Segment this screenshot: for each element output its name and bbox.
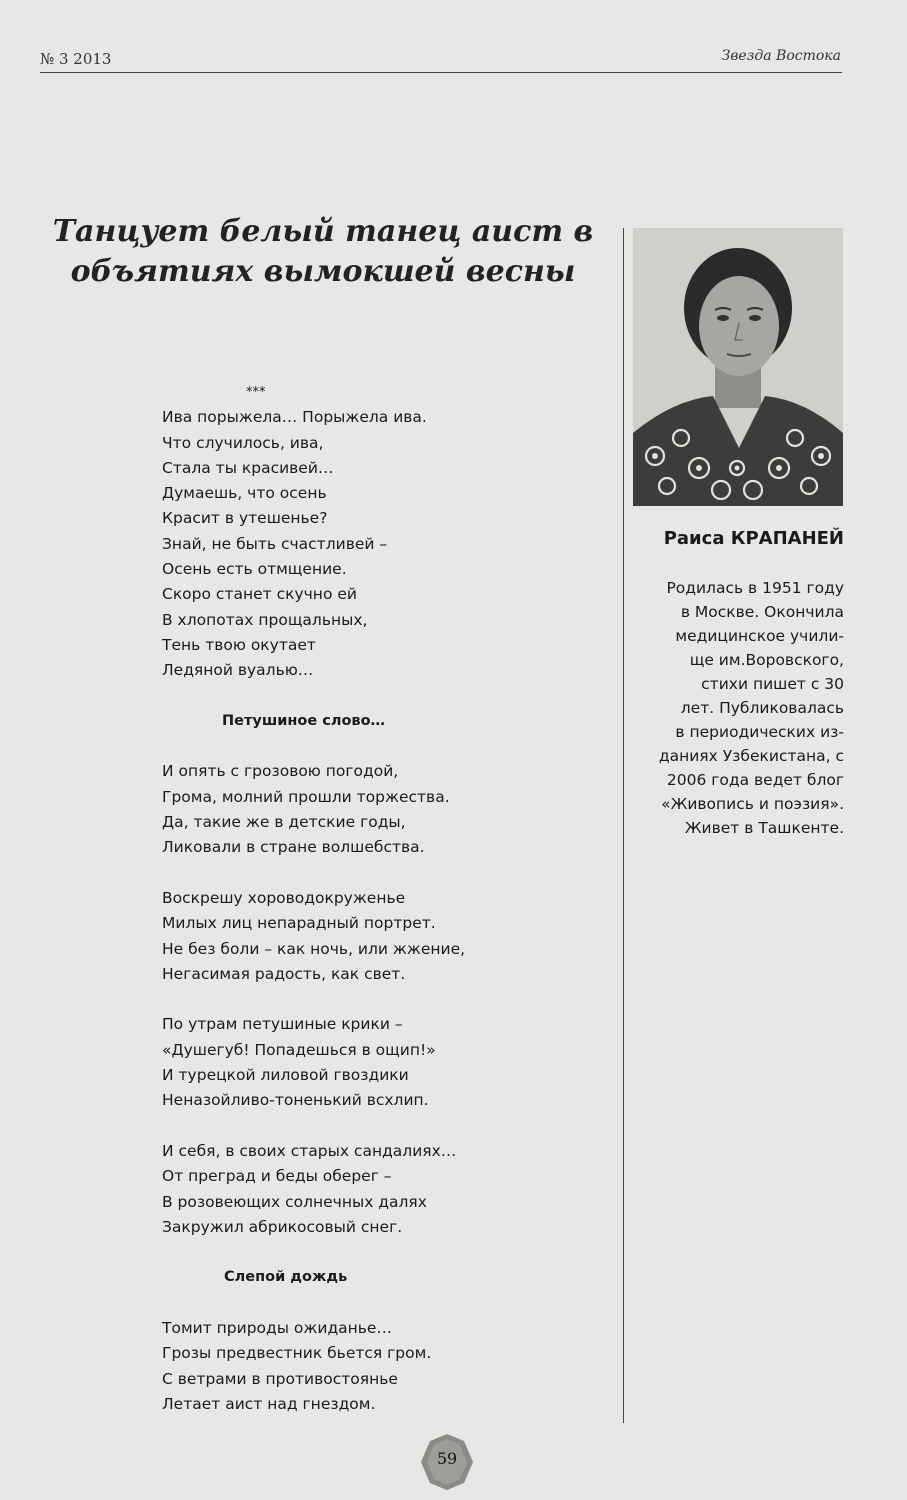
journal-name: Звезда Востока [721, 48, 841, 64]
poem-subtitle: Петушиное слово… [222, 712, 386, 729]
poem-line: Скоро станет скучно ей [162, 585, 357, 604]
bio-line: ще им.Воровского, [689, 651, 844, 669]
poem-line: Грома, молний прошли торжества. [162, 787, 450, 806]
poem-line: Не без боли – как ночь, или жжение, [162, 939, 466, 958]
poem-line: С ветрами в противостоянье [162, 1369, 398, 1388]
poem-line: Да, такие же в детские годы, [162, 813, 406, 832]
bio-line: стихи пишет с 30 [701, 675, 844, 693]
poem-line: От преград и беды оберег – [162, 1167, 392, 1186]
poem-line: Красит в утешенье? [162, 509, 328, 528]
author-photo [633, 228, 843, 506]
poem-line: Ива порыжела… Порыжела ива. [162, 408, 427, 427]
bio-line: в Москве. Окончила [680, 603, 844, 621]
bio-line: даниях Узбекистана, с [658, 747, 844, 765]
poem-line: Негасимая радость, как свет. [162, 964, 406, 983]
poem-column [162, 380, 602, 1417]
bio-line: Живет в Ташкенте. [684, 819, 844, 837]
poem-line: И опять с грозовою погодой, [162, 762, 399, 781]
poem-line: В розовеющих солнечных далях [162, 1192, 427, 1211]
poem-line: В хлопотах прощальных, [162, 610, 368, 629]
bio-line: Родилась в 1951 году [666, 579, 844, 597]
bio-line: медицинское учили- [675, 627, 844, 645]
poem-line: «Душегуб! Попадешься в ощип!» [162, 1040, 436, 1059]
poem-line: Летает аист над гнездом. [162, 1394, 376, 1413]
stanza-marker: *** [246, 385, 266, 400]
poem-line: Осень есть отмщение. [162, 560, 347, 579]
poem-line: Думаешь, что осень [162, 484, 327, 503]
poem-line: Ликовали в стране волшебства. [162, 838, 425, 857]
poem-line: Милых лиц непарадный портрет. [162, 914, 436, 933]
poem-line: Воскрешу хороводокруженье [162, 888, 406, 907]
poem-line: Томит природы ожиданье… [162, 1318, 392, 1337]
page-number-badge [420, 1433, 474, 1491]
poem-line: Тень твою окутает [162, 635, 316, 654]
poem-line: Знай, не быть счастливей – [162, 534, 388, 553]
poem-subtitle: Слепой дождь [224, 1269, 348, 1286]
column-divider [623, 228, 624, 1423]
poem-line: Неназойливо-тоненький всхлип. [162, 1091, 429, 1110]
bio-line: лет. Публиковалась [680, 699, 844, 717]
bio-line: «Живопись и поэзия». [661, 795, 844, 813]
bio-line: в периодических из- [675, 723, 844, 741]
poem-line: Закружил абрикосовый снег. [162, 1217, 403, 1236]
header-rule [40, 72, 842, 73]
poem-line: И турецкой лиловой гвоздики [162, 1066, 409, 1085]
poem-line: Стала ты красивей… [162, 458, 334, 477]
bio-line: 2006 года ведет блог [666, 771, 844, 789]
author-name: Раиса КРАПАНЕЙ [663, 528, 844, 549]
issue-number: № 3 2013 [40, 50, 112, 68]
poem-cycle-title: Танцует белый танец аист в объятиях вымокшей весны [52, 214, 594, 289]
poem-line: Что случилось, ива, [162, 433, 324, 452]
author-bio [626, 576, 844, 840]
poem-line: И себя, в своих старых сандалиях… [162, 1141, 457, 1160]
page-number: 59 [436, 1449, 458, 1468]
poem-line: Ледяной вуалью… [162, 661, 314, 680]
poem-line: Грозы предвестник бьется гром. [162, 1344, 432, 1363]
poem-line: По утрам петушиные крики – [162, 1015, 403, 1034]
